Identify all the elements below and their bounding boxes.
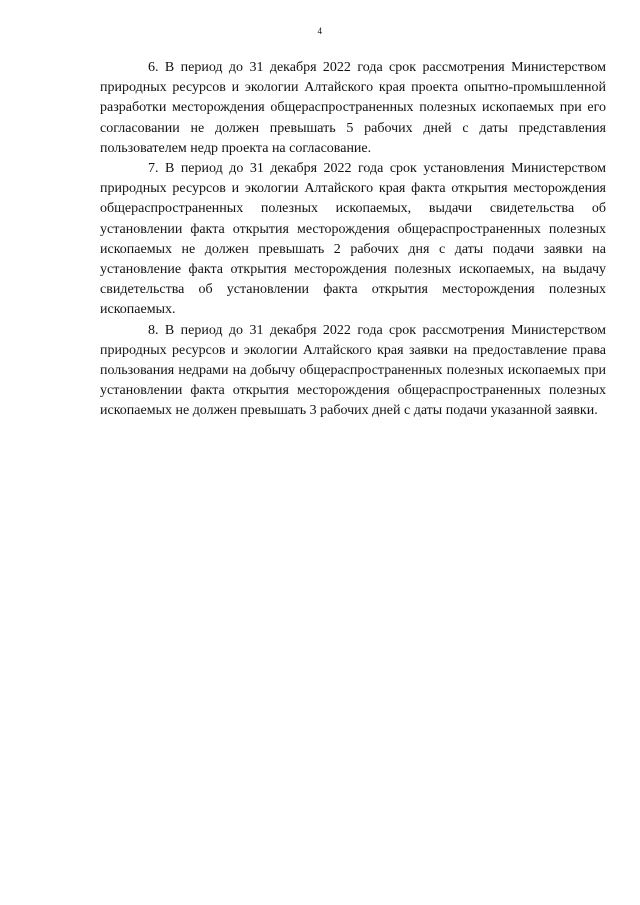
paragraph-7: 7. В период до 31 декабря 2022 года срок установления Министерством природных ресурсов и экологии Алтайского края факта открытия месторождения общераспространенных полезных ископаемых, выдачи свидетельства об установлении факта открытия месторождения общераспространенных полезных ископаемых не должен превышать 2 рабочих дня с даты подачи заявки на установление факта открытия месторождения полезных ископаемых, на выдачу свидетельства об установлении факта открытия месторождения полезных ископаемых. (100, 161, 606, 318)
paragraph-8: 8. В период до 31 декабря 2022 года срок рассмотрения Министерством природных ресурсов и экологии Алтайского края заявки на предоставление права пользования недрами на добычу общераспространенных полезных ископаемых при установлении факта открытия месторождения общераспространенных полезных ископаемых не должен превышать 3 рабочих дней с даты подачи указанной заявки. (100, 322, 606, 419)
page-number: 4 (317, 26, 323, 36)
paragraph-6: 6. В период до 31 декабря 2022 года срок рассмотрения Министерством природных ресурсов и экологии Алтайского края проекта опытно-промышленной разработки месторождения общераспространенных полезных ископаемых при его согласовании не должен превышать 5 рабочих дней с даты представления пользователем недр проекта на согласование. (100, 60, 606, 156)
document-body (100, 58, 606, 422)
